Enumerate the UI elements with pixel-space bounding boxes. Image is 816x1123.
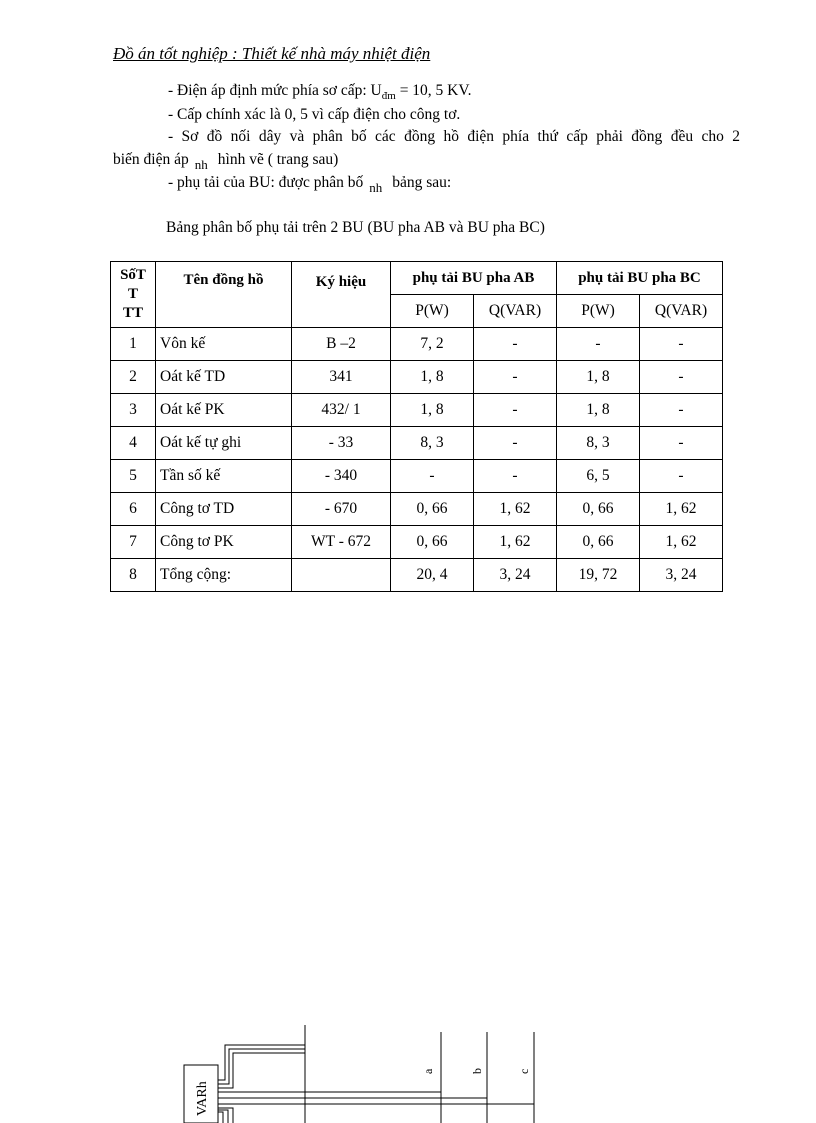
table-body [111, 328, 723, 592]
line-rated-voltage [168, 82, 471, 100]
cell-name: Oát kế TD [156, 361, 292, 394]
label-b: b [470, 1068, 484, 1074]
header-stt-line2: T [127, 286, 138, 302]
line-rated-voltage-pre: - Điện áp định mức phía sơ cấp: U [168, 82, 382, 99]
cell-q-ab: - [474, 361, 557, 394]
cell-q-bc: 1, 62 [640, 526, 723, 559]
cell-name: Công tơ TD [156, 493, 292, 526]
cell-symbol: - 670 [292, 493, 391, 526]
cell-q-bc: 1, 62 [640, 493, 723, 526]
cell-symbol: - 33 [292, 427, 391, 460]
cell-p-ab: 7, 2 [391, 328, 474, 361]
header-p-bc: P(W) [557, 295, 640, 328]
wire-3 [218, 1053, 305, 1088]
table-row [111, 526, 723, 559]
cell-symbol: B –2 [292, 328, 391, 361]
cell-p-bc: - [557, 328, 640, 361]
cell-name: Tần số kế [156, 460, 292, 493]
table-row [111, 493, 723, 526]
page-header: Đồ án tốt nghiệp : Thiết kế nhà máy nhiệt điện [113, 44, 431, 63]
cell-p-bc: 19, 72 [557, 559, 640, 592]
header-load-ab: phụ tải BU pha AB [391, 262, 557, 295]
table-row [111, 427, 723, 460]
cell-q-ab: - [474, 460, 557, 493]
header-meter-name: Tên đồng hồ [156, 262, 292, 328]
cell-p-ab: 0, 66 [391, 526, 474, 559]
cell-p-ab: 8, 3 [391, 427, 474, 460]
cell-stt: 6 [111, 493, 156, 526]
load-table [110, 261, 723, 592]
cell-p-ab: 1, 8 [391, 361, 474, 394]
table-row [111, 361, 723, 394]
table-title: Bảng phân bố phụ tải trên 2 BU (BU pha AB và BU pha BC) [166, 219, 545, 236]
subscript-dm: đm [381, 90, 396, 102]
table-row [111, 394, 723, 427]
cell-p-ab: 1, 8 [391, 394, 474, 427]
cell-stt: 8 [111, 559, 156, 592]
cell-symbol: 432/ 1 [292, 394, 391, 427]
cell-p-ab: - [391, 460, 474, 493]
cell-p-ab: 20, 4 [391, 559, 474, 592]
cell-p-bc: 8, 3 [557, 427, 640, 460]
cell-q-ab: 3, 24 [474, 559, 557, 592]
cell-q-bc: - [640, 328, 723, 361]
cell-name: Công tơ PK [156, 526, 292, 559]
cell-stt: 1 [111, 328, 156, 361]
wire-1 [218, 1045, 305, 1080]
cell-symbol: 341 [292, 361, 391, 394]
label-c: c [517, 1068, 531, 1074]
cell-name: Oát kế PK [156, 394, 292, 427]
varh-label: VARh [195, 1081, 210, 1116]
cell-name: Oát kế tự ghi [156, 427, 292, 460]
cell-q-bc: - [640, 361, 723, 394]
cell-q-bc: - [640, 427, 723, 460]
header-load-bc: phụ tải BU pha BC [557, 262, 723, 295]
header-stt [111, 262, 156, 328]
header-stt-line3: TT [122, 305, 143, 321]
cell-symbol: WT - 672 [292, 526, 391, 559]
cell-stt: 4 [111, 427, 156, 460]
header-p-ab: P(W) [391, 295, 474, 328]
cell-q-bc: 3, 24 [640, 559, 723, 592]
line-load-post: bảng sau: [392, 174, 452, 191]
line-rated-voltage-post: = 10, 5 KV. [395, 82, 472, 99]
header-q-bc: Q(VAR) [640, 295, 723, 328]
table-row [111, 328, 723, 361]
cell-q-ab: 1, 62 [474, 493, 557, 526]
cell-stt: 7 [111, 526, 156, 559]
wiring-diagram [0, 1020, 816, 1123]
line-load-pre: - phụ tải của BU: được phân bố [168, 174, 364, 191]
line-transformer-post: hình vẽ ( trang sau) [217, 151, 339, 168]
header-symbol: Ký hiệu [292, 262, 391, 328]
cell-p-bc: 0, 66 [557, 493, 640, 526]
cell-q-ab: - [474, 394, 557, 427]
cell-q-ab: - [474, 427, 557, 460]
table-row [111, 460, 723, 493]
cell-name: Vôn kế [156, 328, 292, 361]
cell-stt: 3 [111, 394, 156, 427]
cell-p-bc: 0, 66 [557, 526, 640, 559]
cell-p-bc: 1, 8 [557, 394, 640, 427]
cell-p-ab: 0, 66 [391, 493, 474, 526]
nh-fragment-1: nh [194, 157, 208, 172]
cell-stt: 5 [111, 460, 156, 493]
line-transformer [113, 151, 339, 172]
wire-lower-1 [218, 1112, 223, 1123]
cell-symbol [292, 559, 391, 592]
cell-q-bc: - [640, 394, 723, 427]
nh-fragment-2: nh [369, 180, 383, 195]
cell-symbol: - 340 [292, 460, 391, 493]
cell-q-ab: 1, 62 [474, 526, 557, 559]
line-accuracy: - Cấp chính xác là 0, 5 vì cấp điện cho công tơ. [168, 106, 461, 123]
line-transformer-pre: biến điện áp [113, 151, 189, 168]
cell-q-bc: - [640, 460, 723, 493]
label-a: a [421, 1068, 435, 1074]
cell-q-ab: - [474, 328, 557, 361]
cell-stt: 2 [111, 361, 156, 394]
header-q-ab: Q(VAR) [474, 295, 557, 328]
line-wiring: - Sơ đồ nối dây và phân bố các đồng hồ điện phía thứ cấp phải đồng đều cho 2 [168, 128, 740, 145]
cell-p-bc: 1, 8 [557, 361, 640, 394]
line-load [168, 174, 452, 195]
cell-p-bc: 6, 5 [557, 460, 640, 493]
table-row [111, 559, 723, 592]
wire-2 [218, 1049, 305, 1084]
table-header-row [111, 262, 723, 295]
header-stt-line1: SốT [120, 267, 146, 283]
cell-name: Tổng cộng: [156, 559, 292, 592]
